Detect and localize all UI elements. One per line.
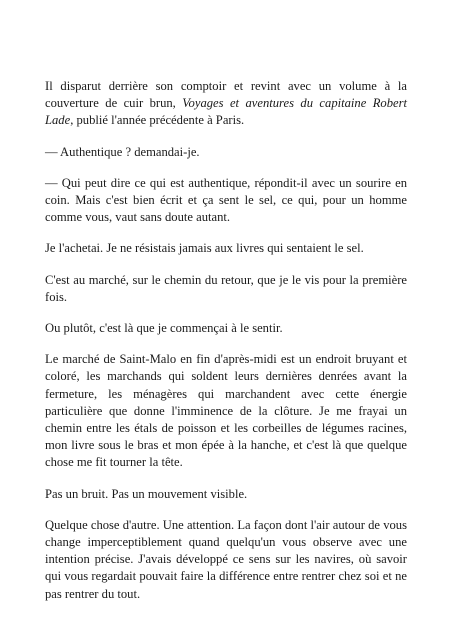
paragraph-2: — Authentique ? demandai-je.: [45, 144, 200, 159]
paragraph-7: Le marché de Saint-Malo en fin d'après-midi est un endroit bruyant et coloré, les marchands qui soldent leurs dernières denrées avant la fermeture, les ménagères qui marchandent avec cette énergie particulière que donne l'imminence de la clôture. Je me frayai un chemin entre les étals de poisson et les corbeilles de légumes racines, mon livre sous le bras et mon épée à la hanche, et c'est là que quelque chose me fit tourner la tête.: [45, 352, 407, 470]
document-page: [45, 78, 407, 617]
book-title: Voyages et aventures du capitaine Robert Lade: [45, 96, 407, 128]
paragraph-1-text-a: Il disparut derrière son comptoir et revint avec un volume à la couverture de cuir brun,: [45, 79, 407, 111]
paragraph-5: C'est au marché, sur le chemin du retour, que je le vis pour la première fois.: [45, 272, 407, 304]
paragraph-4: Je l'achetai. Je ne résistais jamais aux livres qui sentaient le sel.: [45, 241, 364, 256]
paragraph-8: Pas un bruit. Pas un mouvement visible.: [45, 486, 248, 501]
paragraph-9: Quelque chose d'autre. Une attention. La façon dont l'air autour de vous change imperceptiblement quand quelqu'un vous observe avec une intention précise. J'avais développé ce sens sur les navires, où savoir qui vous regardait pouvait faire la différence entre rentrer chez soi et ne pas rentrer du tout.: [45, 517, 407, 601]
paragraph-3: — Qui peut dire ce qui est authentique, répondit-il avec un sourire en coin. Mais c'est bien écrit et ça sent le sel, ce qui, pour un homme comme vous, vaut sans doute autant.: [45, 175, 407, 225]
paragraph-1: [45, 78, 407, 130]
paragraph-1-text-b: , publié l'année précédente à Paris.: [70, 113, 245, 128]
paragraph-6: Ou plutôt, c'est là que je commençai à le sentir.: [45, 321, 283, 336]
